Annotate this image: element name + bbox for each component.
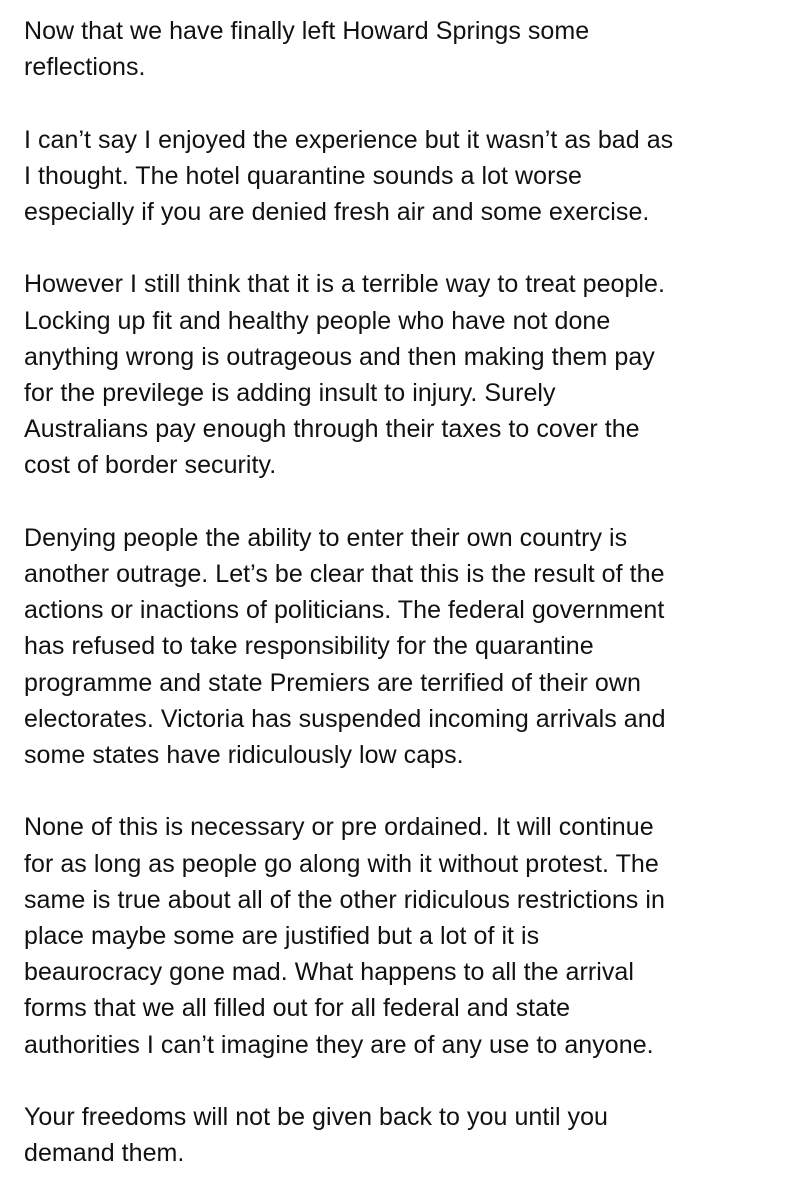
note-body xyxy=(24,13,774,1171)
text-line: Australians pay enough through their taxes to cover the xyxy=(24,415,640,444)
text-line: I thought. The hotel quarantine sounds a lot worse xyxy=(24,161,582,190)
text-line: Now that we have finally left Howard Springs some xyxy=(24,17,590,45)
paragraph-4 xyxy=(24,520,774,773)
text-line: None of this is necessary or pre ordained. It will continue xyxy=(24,813,654,842)
text-line: actions or inactions of politicians. The federal government xyxy=(24,596,665,625)
text-line: programme and state Premiers are terrified of their own xyxy=(24,668,641,697)
text-line: demand them. xyxy=(24,1139,185,1168)
text-line: I can’t say I enjoyed the experience but it wasn’t as bad as xyxy=(24,125,674,154)
text-line: another outrage. Let’s be clear that this is the result of the xyxy=(24,560,665,588)
text-line: has refused to take responsibility for the quarantine xyxy=(24,632,594,661)
paragraph-6 xyxy=(24,1099,774,1171)
text-line: reflections. xyxy=(24,53,146,82)
text-line: authorities I can’t imagine they are of any use to anyone. xyxy=(24,1030,654,1059)
paragraph-2 xyxy=(24,122,774,231)
text-line: Your freedoms will not be given back to you until you xyxy=(24,1103,609,1132)
paragraph-3 xyxy=(24,266,774,483)
paragraph-1 xyxy=(24,13,774,85)
text-line: some states have ridiculously low caps. xyxy=(24,741,464,770)
text-line: for as long as people go along with it without protest. The xyxy=(24,849,659,878)
text-line: place maybe some are justified but a lot of it is xyxy=(24,922,540,951)
text-line: However I still think that it is a terrible way to treat people. xyxy=(24,270,665,299)
text-line: beaurocracy gone mad. What happens to all the arrival xyxy=(24,958,634,987)
text-line: especially if you are denied fresh air and some exercise. xyxy=(24,198,650,226)
paragraph-5 xyxy=(24,809,774,1062)
text-line: forms that we all filled out for all federal and state xyxy=(24,994,571,1023)
text-line: same is true about all of the other ridiculous restrictions in xyxy=(24,885,665,914)
text-line: anything wrong is outrageous and then making them pay xyxy=(24,342,655,371)
text-line: electorates. Victoria has suspended incoming arrivals and xyxy=(24,704,666,733)
text-line: for the previlege is adding insult to injury. Surely xyxy=(24,379,556,407)
text-line: cost of border security. xyxy=(24,451,277,480)
text-line: Denying people the ability to enter their own country is xyxy=(24,523,628,552)
text-line: Locking up fit and healthy people who have not done xyxy=(24,306,611,335)
